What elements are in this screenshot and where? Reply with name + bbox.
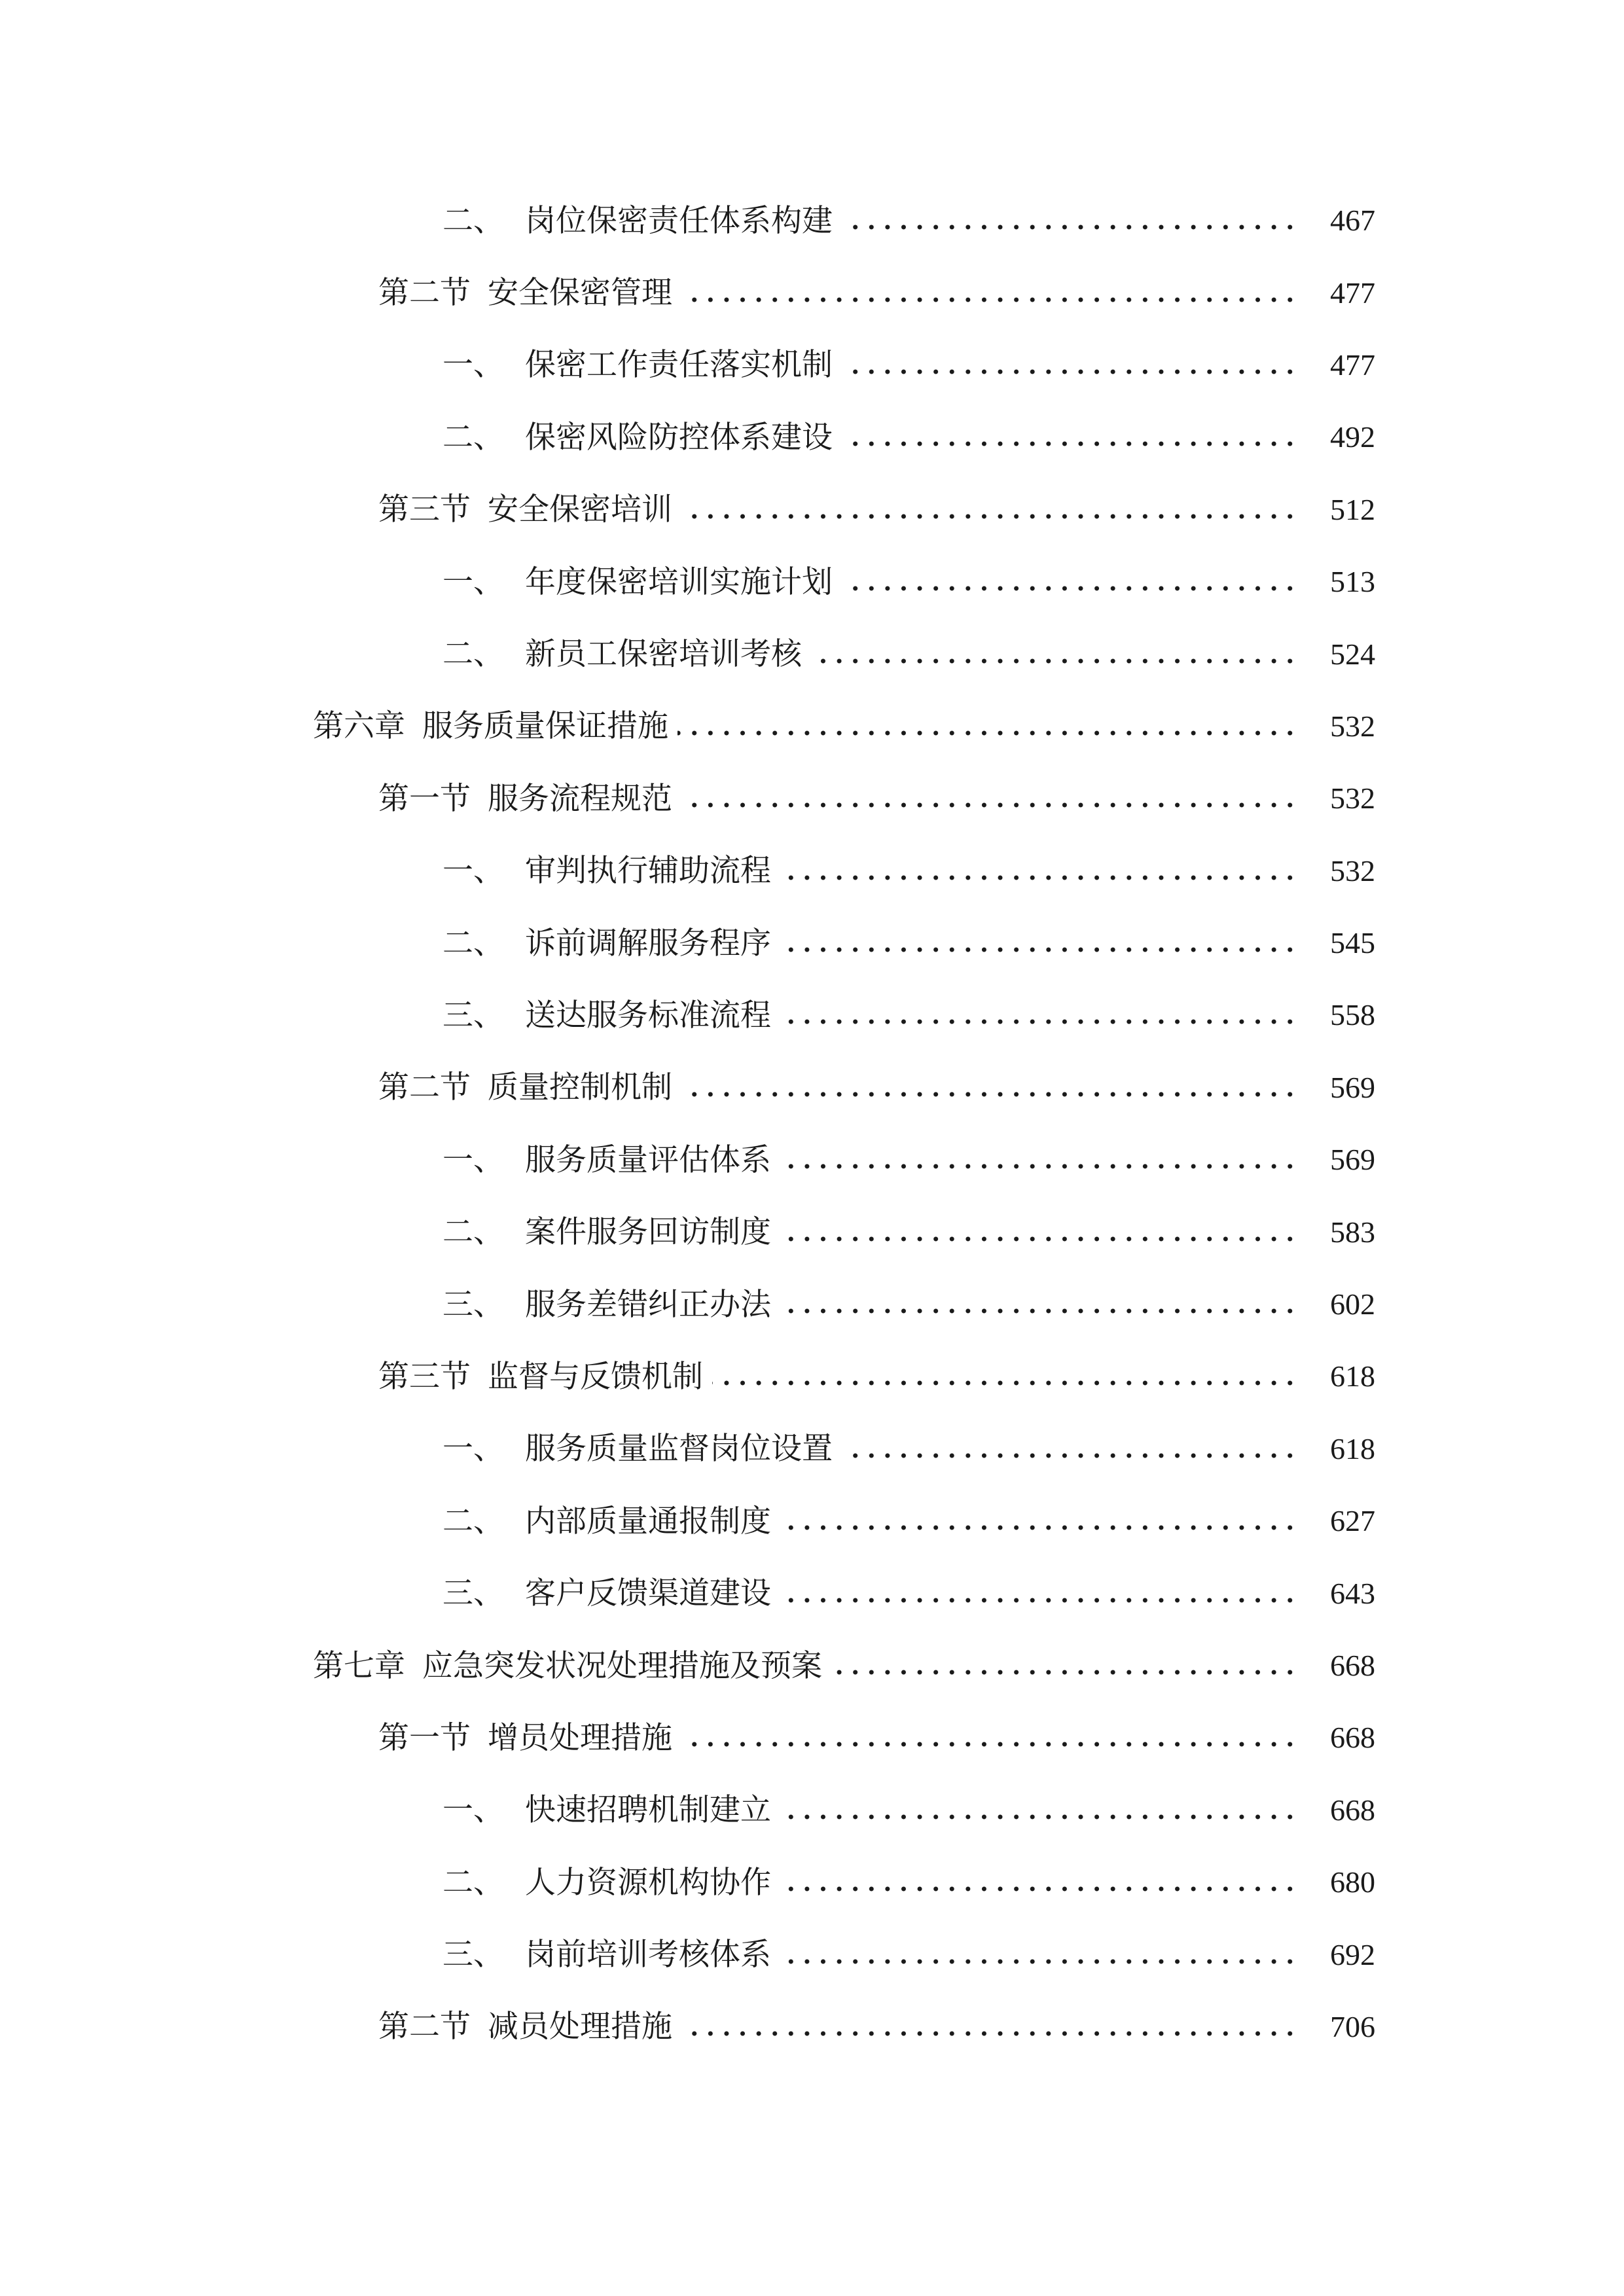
toc-entry-number: 第一节 [378, 1719, 471, 1756]
toc-page-number: 569 [1330, 1143, 1375, 1177]
dot-leader [842, 359, 1298, 385]
toc-entry-label [442, 636, 802, 673]
toc-entry-number: 三、 [442, 1937, 504, 1973]
toc-entry[interactable] [0, 1124, 1624, 1196]
toc-page-number: 706 [1330, 2009, 1375, 2043]
toc-page-number: 627 [1330, 1504, 1375, 1538]
toc-page-number: 569 [1330, 1070, 1375, 1104]
dot-leader [780, 1153, 1298, 1179]
toc-entry[interactable] [0, 546, 1624, 618]
toc-page-number: 513 [1330, 565, 1375, 599]
toc-entry-label [442, 1431, 833, 1467]
toc-entry-number: 第三节 [378, 1358, 471, 1395]
toc-entry-label [378, 492, 672, 528]
dot-leader [681, 2020, 1298, 2047]
toc-entry-label [442, 1286, 771, 1323]
toc-entry-label [378, 1069, 672, 1106]
toc-page-number: 680 [1330, 1865, 1375, 1899]
toc-entry-title: 案件服务回访制度 [525, 1214, 771, 1251]
toc-entry-title: 诉前调解服务程序 [525, 925, 771, 961]
dot-leader [681, 287, 1298, 313]
toc-entry-number: 二、 [442, 925, 504, 961]
dot-leader [842, 1443, 1298, 1469]
dot-leader [681, 1731, 1298, 1757]
dot-leader [780, 1515, 1298, 1541]
toc-page-number: 618 [1330, 1431, 1375, 1465]
toc-entry-title: 审判执行辅助流程 [525, 853, 771, 889]
toc-entry[interactable] [0, 401, 1624, 473]
dot-leader [842, 431, 1298, 457]
toc-page-number: 692 [1330, 1937, 1375, 1971]
toc-entry-number: 一、 [442, 1792, 504, 1829]
toc-entry-label [442, 1503, 771, 1539]
dot-leader [780, 1804, 1298, 1830]
toc-entry-number: 第一节 [378, 780, 471, 817]
toc-entry[interactable] [0, 1052, 1624, 1124]
toc-entry-title: 快速招聘机制建立 [525, 1792, 771, 1829]
toc-entry-number: 一、 [442, 853, 504, 889]
toc-entry-title: 年度保密培训实施计划 [525, 564, 833, 600]
toc-entry-label [442, 1792, 771, 1829]
toc-entry-title: 质量控制机制 [488, 1069, 672, 1106]
toc-entry[interactable] [0, 1630, 1624, 1702]
toc-entry[interactable] [0, 185, 1624, 257]
toc-page-number: 532 [1330, 853, 1375, 888]
dot-leader [780, 1298, 1298, 1324]
dot-leader [677, 720, 1298, 746]
toc-page-number: 668 [1330, 1793, 1375, 1827]
toc-entry[interactable] [0, 618, 1624, 690]
toc-entry-title: 监督与反馈机制 [488, 1358, 703, 1395]
toc-page-number: 545 [1330, 926, 1375, 960]
toc-entry-number: 二、 [442, 1214, 504, 1251]
toc-page-number: 618 [1330, 1359, 1375, 1393]
toc-entry-number: 二、 [442, 202, 504, 239]
toc-entry[interactable] [0, 1557, 1624, 1629]
toc-entry-label [378, 780, 672, 817]
toc-entry[interactable] [0, 907, 1624, 979]
toc-entry[interactable] [0, 1485, 1624, 1557]
toc-entry-title: 客户反馈渠道建设 [525, 1575, 771, 1612]
dot-leader [780, 865, 1298, 891]
toc-entry-label [313, 708, 668, 745]
dot-leader [681, 1081, 1298, 1107]
toc-entry-label [442, 1141, 771, 1178]
toc-entry-title: 岗位保密责任体系构建 [525, 202, 833, 239]
toc-entry-title: 岗前培训考核体系 [525, 1937, 771, 1973]
toc-entry[interactable] [0, 257, 1624, 329]
toc-entry-title: 新员工保密培训考核 [525, 636, 802, 673]
toc-page-number: 532 [1330, 781, 1375, 816]
toc-entry-label [442, 1864, 771, 1901]
toc-entry[interactable] [0, 329, 1624, 401]
toc-entry-label [442, 419, 833, 456]
toc-page-number: 532 [1330, 709, 1375, 743]
toc-entry-label [442, 202, 833, 239]
toc-entry-title: 保密风险防控体系建设 [525, 419, 833, 456]
dot-leader [681, 792, 1298, 818]
toc-entry-label [378, 1719, 672, 1756]
toc-entry-number: 三、 [442, 997, 504, 1033]
toc-entry-number: 第二节 [378, 2009, 471, 2045]
toc-entry-number: 二、 [442, 419, 504, 456]
toc-entry-title: 应急突发状况处理措施及预案 [422, 1647, 822, 1684]
toc-entry-title: 减员处理措施 [488, 2009, 672, 2045]
dot-leader [780, 1948, 1298, 1975]
toc-entry-label [442, 564, 833, 600]
toc-entry[interactable] [0, 1918, 1624, 1990]
dot-leader [842, 214, 1298, 240]
toc-page-number: 467 [1330, 204, 1375, 238]
toc-entry-label [313, 1647, 822, 1684]
toc-entry-label [442, 853, 771, 889]
toc-page-number: 668 [1330, 1649, 1375, 1682]
dot-leader [712, 1370, 1298, 1396]
toc-page-number: 558 [1330, 998, 1375, 1032]
toc-entry[interactable] [0, 1196, 1624, 1268]
dot-leader [811, 648, 1298, 674]
toc-entry-title: 服务差错纠正办法 [525, 1286, 771, 1323]
toc-entry-title: 服务质量评估体系 [525, 1141, 771, 1178]
toc-entry-title: 内部质量通报制度 [525, 1503, 771, 1539]
toc-entry[interactable] [0, 1846, 1624, 1918]
toc-entry[interactable] [0, 835, 1624, 907]
dot-leader [842, 575, 1298, 601]
dot-leader [780, 937, 1298, 963]
toc-entry-title: 服务流程规范 [488, 780, 672, 817]
toc-entry-title: 保密工作责任落实机制 [525, 347, 833, 384]
toc-page-number: 492 [1330, 420, 1375, 454]
toc-page-number: 668 [1330, 1721, 1375, 1755]
toc-entry-number: 二、 [442, 636, 504, 673]
toc-entry-label [442, 1214, 771, 1251]
dot-leader [780, 1009, 1298, 1035]
dot-leader [831, 1659, 1298, 1685]
dot-leader [780, 1876, 1298, 1902]
toc-entry-number: 第二节 [378, 275, 471, 312]
toc-entry-number: 一、 [442, 564, 504, 600]
toc-page-number: 643 [1330, 1576, 1375, 1610]
toc-entry[interactable] [0, 1340, 1624, 1412]
toc-entry-label [378, 2009, 672, 2045]
toc-page-number: 512 [1330, 492, 1375, 526]
toc-entry[interactable] [0, 1702, 1624, 1774]
toc-entry-number: 第三节 [378, 492, 471, 528]
toc-entry[interactable] [0, 691, 1624, 762]
toc-page-number: 477 [1330, 276, 1375, 310]
toc-entry-number: 三、 [442, 1575, 504, 1612]
toc-entry-number: 第六章 [313, 708, 405, 745]
toc-entry-number: 一、 [442, 1141, 504, 1178]
toc-entry-label [442, 1937, 771, 1973]
table-of-contents [0, 185, 1624, 2063]
dot-leader [681, 503, 1298, 529]
toc-entry[interactable] [0, 474, 1624, 546]
toc-entry[interactable] [0, 979, 1624, 1051]
toc-entry[interactable] [0, 1991, 1624, 2063]
toc-entry-title: 服务质量保证措施 [422, 708, 668, 745]
toc-entry-label [442, 347, 833, 384]
toc-entry[interactable] [0, 1774, 1624, 1846]
toc-entry-number: 二、 [442, 1503, 504, 1539]
toc-entry[interactable] [0, 1413, 1624, 1485]
toc-entry-title: 人力资源机构协作 [525, 1864, 771, 1901]
toc-entry-number: 一、 [442, 1431, 504, 1467]
toc-entry-number: 第二节 [378, 1069, 471, 1106]
toc-entry-label [378, 275, 672, 312]
toc-page-number: 583 [1330, 1215, 1375, 1249]
toc-entry[interactable] [0, 762, 1624, 834]
toc-entry-title: 送达服务标准流程 [525, 997, 771, 1033]
toc-entry-title: 增员处理措施 [488, 1719, 672, 1756]
toc-entry-title: 安全保密培训 [488, 492, 672, 528]
toc-entry-label [378, 1358, 703, 1395]
toc-entry-number: 二、 [442, 1864, 504, 1901]
toc-page-number: 477 [1330, 348, 1375, 382]
toc-entry-title: 安全保密管理 [488, 275, 672, 312]
toc-entry-label [442, 997, 771, 1033]
toc-entry-number: 第七章 [313, 1647, 405, 1684]
toc-page-number: 524 [1330, 637, 1375, 671]
toc-entry-number: 一、 [442, 347, 504, 384]
toc-entry-label [442, 1575, 771, 1612]
toc-entry-label [442, 925, 771, 961]
toc-entry-number: 三、 [442, 1286, 504, 1323]
toc-page-number: 602 [1330, 1287, 1375, 1321]
toc-entry-title: 服务质量监督岗位设置 [525, 1431, 833, 1467]
dot-leader [780, 1226, 1298, 1252]
dot-leader [780, 1587, 1298, 1613]
toc-entry[interactable] [0, 1268, 1624, 1340]
